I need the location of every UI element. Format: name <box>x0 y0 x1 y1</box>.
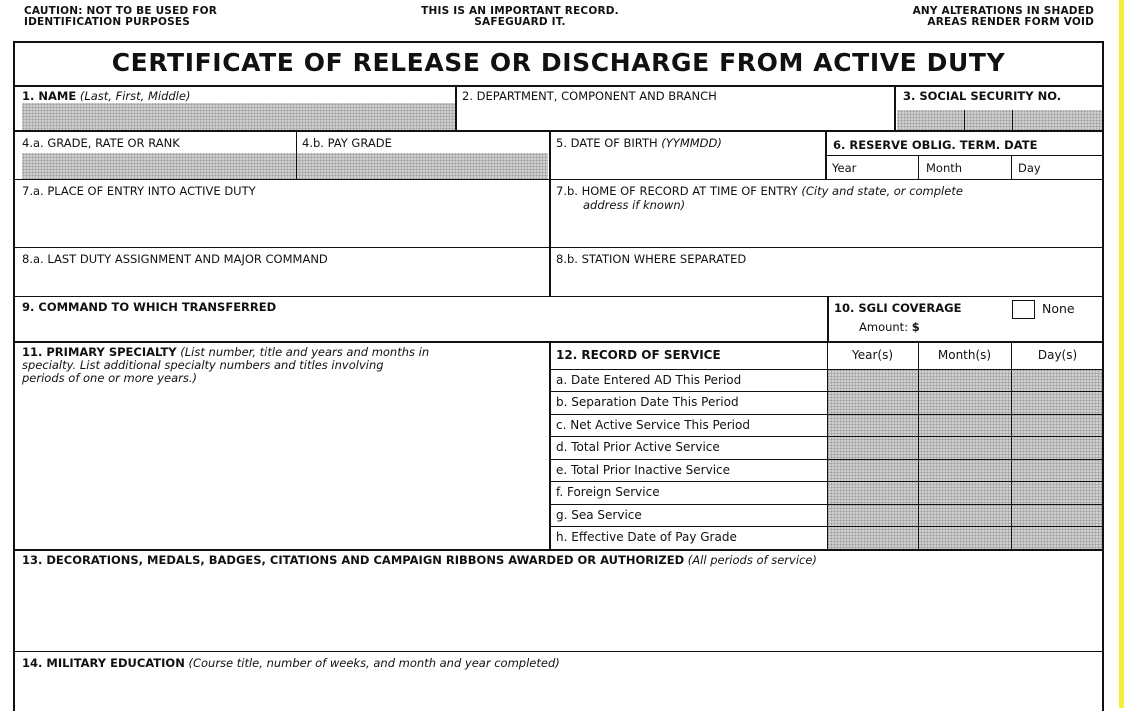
station-separated-field[interactable] <box>551 268 1103 296</box>
command-transferred-label: 9. COMMAND TO WHICH TRANSFERRED <box>22 300 277 314</box>
name-field[interactable] <box>22 103 455 130</box>
record-row-d: d. Total Prior Active Service <box>556 440 720 454</box>
record-days-header: Day(s) <box>1037 348 1078 362</box>
primary-specialty-field[interactable] <box>15 388 548 548</box>
decorations-field[interactable] <box>15 570 1103 650</box>
primary-specialty-label: 11. PRIMARY SPECIALTY (List number, title and years and months in <box>22 345 430 359</box>
decorations-label: 13. DECORATIONS, MEDALS, BADGES, CITATIONS AND CAMPAIGN RIBBONS AWARDED OR AUTHORIZED (All periods of service) <box>22 553 817 567</box>
record-row-a: a. Date Entered AD This Period <box>556 373 742 387</box>
reserve-month-label: Month <box>926 161 963 175</box>
date-of-birth-label: 5. DATE OF BIRTH (YYMMDD) <box>556 136 722 150</box>
home-of-record-field[interactable] <box>551 214 1103 246</box>
grade-rank-field[interactable] <box>22 153 294 179</box>
department-label: 2. DEPARTMENT, COMPONENT AND BRANCH <box>462 89 717 103</box>
record-months-header: Month(s) <box>937 348 992 362</box>
important-record-note: THIS IS AN IMPORTANT RECORD. SAFEGUARD IT. <box>421 5 619 28</box>
primary-specialty-hint-3: periods of one or more years.) <box>22 371 197 385</box>
place-of-entry-label: 7.a. PLACE OF ENTRY INTO ACTIVE DUTY <box>22 184 256 198</box>
reserve-year-label: Year <box>832 161 857 175</box>
sgli-coverage-label: 10. SGLI COVERAGE <box>834 301 962 315</box>
home-of-record-label: 7.b. HOME OF RECORD AT TIME OF ENTRY (City and state, or complete <box>556 184 963 198</box>
pay-grade-field[interactable] <box>298 153 548 179</box>
page-edge-marker <box>1119 0 1124 708</box>
record-years-header: Year(s) <box>851 348 894 362</box>
record-row-f: f. Foreign Service <box>556 485 660 499</box>
name-label: 1. NAME (Last, First, Middle) <box>22 89 191 103</box>
record-of-service-label: 12. RECORD OF SERVICE <box>556 348 721 362</box>
command-transferred-field[interactable] <box>15 316 825 340</box>
record-row-g: g. Sea Service <box>556 508 642 522</box>
reserve-obligation-label: 6. RESERVE OBLIG. TERM. DATE <box>833 138 1038 152</box>
military-education-label: 14. MILITARY EDUCATION (Course title, number of weeks, and month and year completed) <box>22 656 560 670</box>
reserve-day-label: Day <box>1018 161 1041 175</box>
record-row-e: e. Total Prior Inactive Service <box>556 463 731 477</box>
last-duty-assignment-field[interactable] <box>15 268 548 296</box>
form-title: CERTIFICATE OF RELEASE OR DISCHARGE FROM ACTIVE DUTY <box>111 48 1006 77</box>
date-of-birth-field[interactable] <box>551 153 824 179</box>
ssn-label: 3. SOCIAL SECURITY NO. <box>903 89 1062 103</box>
place-of-entry-field[interactable] <box>15 200 548 246</box>
station-separated-label: 8.b. STATION WHERE SEPARATED <box>556 252 747 266</box>
primary-specialty-hint-2: specialty. List additional specialty numbers and titles involving <box>22 358 384 372</box>
record-row-b: b. Separation Date This Period <box>556 395 739 409</box>
alteration-warning-note: ANY ALTERATIONS IN SHADED AREAS RENDER FORM VOID <box>912 5 1094 28</box>
sgli-amount-label: Amount: $ <box>859 320 920 334</box>
sgli-none-checkbox[interactable] <box>1012 300 1035 319</box>
home-of-record-hint: address if known) <box>583 198 686 212</box>
caution-note: CAUTION: NOT TO BE USED FOR IDENTIFICATION PURPOSES <box>24 5 217 28</box>
ssn-field[interactable] <box>897 110 1102 130</box>
pay-grade-label: 4.b. PAY GRADE <box>302 136 392 150</box>
military-education-field[interactable] <box>15 673 1103 708</box>
sgli-none-label: None <box>1042 301 1075 316</box>
department-field[interactable] <box>457 103 894 130</box>
grade-rank-label: 4.a. GRADE, RATE OR RANK <box>22 136 180 150</box>
last-duty-assignment-label: 8.a. LAST DUTY ASSIGNMENT AND MAJOR COMMAND <box>22 252 328 266</box>
record-row-h: h. Effective Date of Pay Grade <box>556 530 737 544</box>
record-row-c: c. Net Active Service This Period <box>556 418 750 432</box>
